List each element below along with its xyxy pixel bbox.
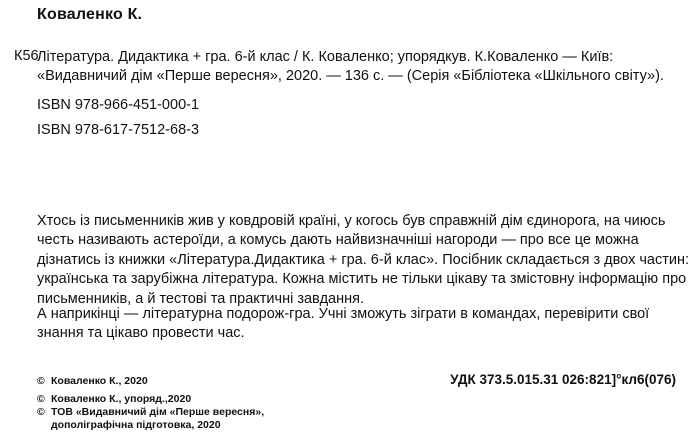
copyright-line-1 (37, 375, 148, 387)
annotation-paragraph-2: А наприкінці — літературна подорож-гра. Учні зможуть зіграти в командах, перевірити свої знання та цікаво провести час. (37, 306, 650, 342)
copyright-line-3 (37, 406, 264, 418)
copyright-text-3: ТОВ «Видавничий дім «Перше вересня», (51, 406, 265, 418)
copyright-line-2 (37, 393, 191, 405)
copyright-text-2: Коваленко К., упоряд.,2020 (51, 393, 192, 405)
catalog-code: К56 (14, 48, 39, 64)
copyright-icon: © (37, 393, 45, 405)
copyright-text-1: Коваленко К., 2020 (51, 375, 148, 387)
copyright-icon: © (37, 406, 45, 418)
author-heading: Коваленко К. (37, 6, 143, 23)
copyright-line-4: дополіграфічна підготовка, 2020 (51, 419, 221, 431)
annotation-paragraph-1: Хтось із письменників жив у ковдровій країні, у когось був справжній дім єдинорога, на чиюсь честь називають астероїди, а комусь дають найвизначніші нагороди — про все це можна дізнатись із книжки «Література.Дидактика + гра. 6-й клас». Посібник складається з двох частин: українська та зарубіжна література. Кожна містить не тільки цікаву та змістовну інформацію про письменників, а й тестові та практичні завдання. (37, 213, 689, 307)
copyright-icon: © (37, 375, 45, 387)
bibliographic-record: Література. Дидактика + гра. 6-й клас / К. Коваленко; упорядкув. К.Коваленко — Київ: «Видавничий дім «Перше вересня», 2020. — 136 с. — (Серія «Бібліотека «Шкільного світу»). (37, 49, 664, 84)
isbn-2: ISBN 978-617-7512-68-3 (37, 122, 200, 138)
isbn-1: ISBN 978-966-451-000-1 (37, 97, 200, 113)
udc-code: УДК 373.5.015.31 026:821]°кл6(076) (450, 372, 676, 387)
